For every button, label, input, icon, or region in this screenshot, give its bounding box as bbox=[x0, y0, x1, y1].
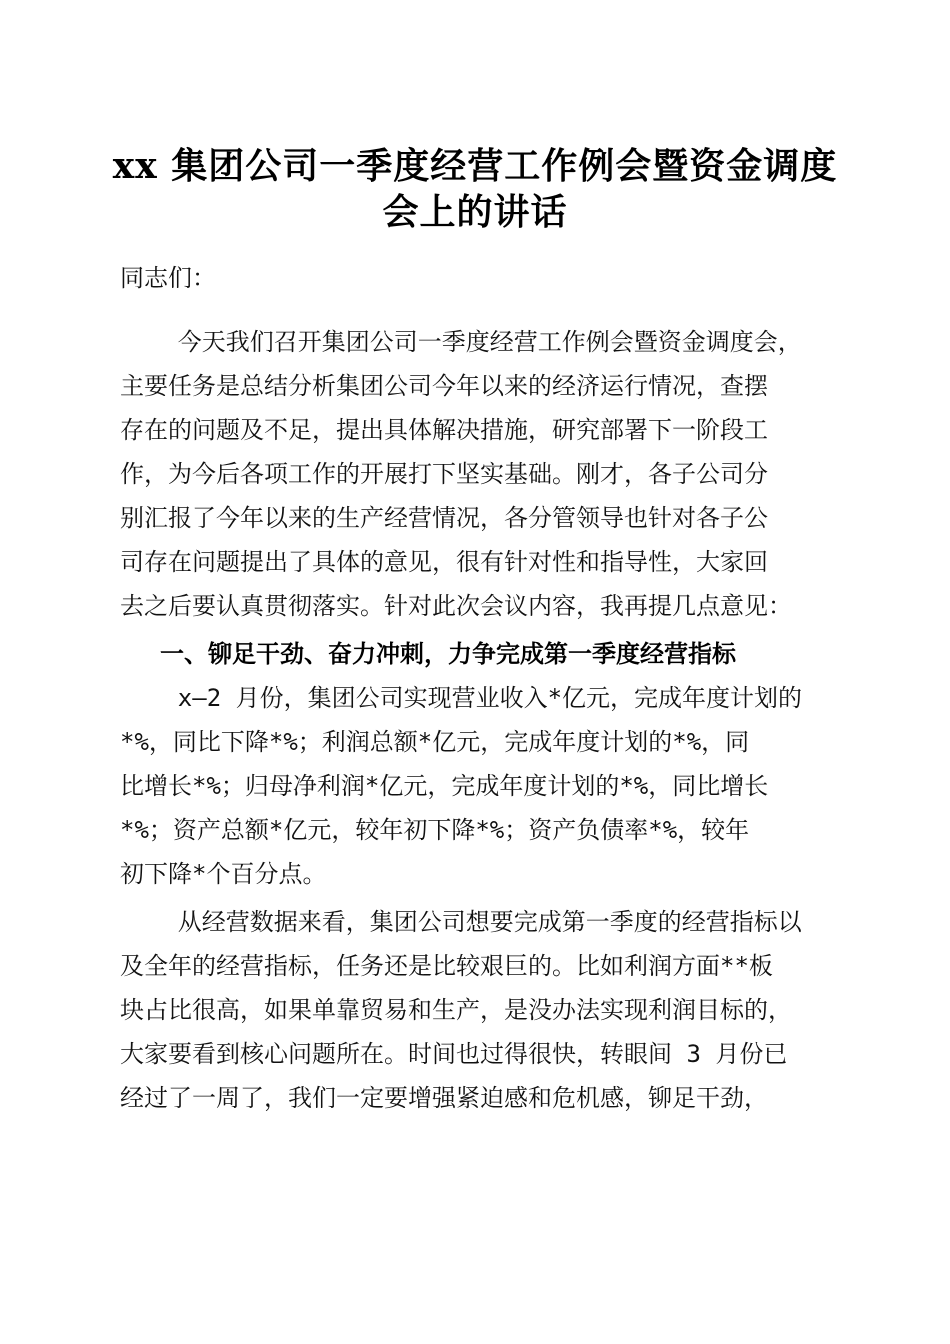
paragraph-line: 别汇报了今年以来的生产经营情况，各分管领导也针对各子公 bbox=[120, 504, 768, 532]
paragraph-line: 今天我们召开集团公司一季度经营工作例会暨资金调度会， bbox=[120, 328, 802, 356]
paragraph-3 bbox=[120, 900, 830, 1120]
paragraph-line: 初下降*个百分点。 bbox=[120, 860, 327, 888]
document-title-line-1: xx 集团公司一季度经营工作例会暨资金调度 bbox=[112, 145, 838, 187]
salutation bbox=[120, 256, 830, 300]
paragraph-line: 比增长*%；归母净利润*亿元，完成年度计划的*%，同比增长 bbox=[120, 772, 769, 800]
paragraph-2 bbox=[120, 676, 830, 896]
paragraph-line: 经过了一周了，我们一定要增强紧迫感和危机感，铆足干劲， bbox=[120, 1084, 768, 1112]
section-heading-1: 一、铆足干劲、奋力冲刺，力争完成第一季度经营指标 bbox=[160, 640, 736, 668]
paragraph-1 bbox=[120, 320, 830, 628]
paragraph-line: 及全年的经营指标，任务还是比较艰巨的。比如利润方面**板 bbox=[120, 952, 773, 980]
paragraph-line: 主要任务是总结分析集团公司今年以来的经济运行情况，查摆 bbox=[120, 372, 768, 400]
paragraph-line: 大家要看到核心问题所在。时间也过得很快，转眼间 3 月份已 bbox=[120, 1040, 788, 1068]
paragraph-line: 作，为今后各项工作的开展打下坚实基础。刚才，各子公司分 bbox=[120, 460, 768, 488]
paragraph-line: 从经营数据来看，集团公司想要完成第一季度的经营指标以 bbox=[120, 908, 802, 936]
paragraph-line: 块占比很高，如果单靠贸易和生产，是没办法实现利润目标的， bbox=[120, 996, 792, 1024]
paragraph-line: 司存在问题提出了具体的意见，很有针对性和指导性，大家回 bbox=[120, 548, 768, 576]
document-title-line-2: 会上的讲话 bbox=[382, 191, 568, 233]
paragraph-line: x—2 月份，集团公司实现营业收入*亿元，完成年度计划的 bbox=[120, 684, 803, 712]
paragraph-line: 去之后要认真贯彻落实。针对此次会议内容，我再提几点意见： bbox=[120, 592, 792, 620]
paragraph-line: 存在的问题及不足，提出具体解决措施，研究部署下一阶段工 bbox=[120, 416, 768, 444]
salutation-text: 同志们： bbox=[120, 264, 216, 292]
paragraph-line: *%；资产总额*亿元，较年初下降*%；资产负债率*%，较年 bbox=[120, 816, 750, 844]
paragraph-line: *%，同比下降*%；利润总额*亿元，完成年度计划的*%，同 bbox=[120, 728, 750, 756]
